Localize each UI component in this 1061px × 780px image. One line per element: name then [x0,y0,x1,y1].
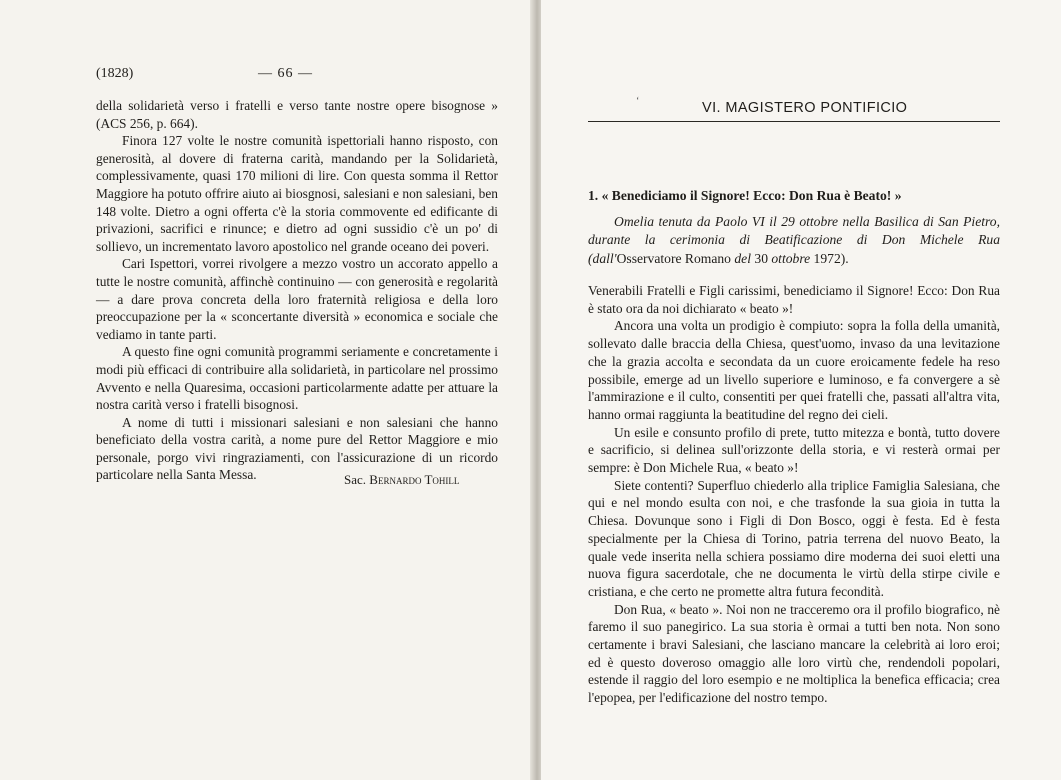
paragraph: Finora 127 volte le nostre comunità ispettoriali hanno risposto, con generosità, al dovere di fraterna carità, mandando per la Solidarietà, complessivamente, quasi 170 milioni di lire. Con questa somma il Rettor Maggiore ha potuto offrire aiuto ai biosgnosi, salesiani e non salesiani, ben 148 volte. Dietro a ogni offerta c'è la storia commovente ed edificante di privazioni, sacrifici e rinunce; e dietro ad ogni sussidio c'è un po' di sollievo, un incrementato lavoro apostolico nel grande oceano dei poveri. [96,133,498,254]
signature-name: Bernardo Tohill [369,472,460,487]
intro-day: 30 [754,250,768,266]
page-number: — 66 — [258,66,313,81]
paragraph: Don Rua, « beato ». Noi non ne tracceremo ora il profilo biografico, nè faremo il suo panegirico. La sua storia è ormai a tutti ben nota. Non sono certamente i bravi Salesiani, che lasciano mancare la celebrità ai loro eroi; ed è questo doveroso omaggio alle loro virtù che, rendendoli popolari, estende il raggio del loro esempio e ne moltiplica la benefica efficacia; crea l'epopea, per l'edificazione del nostro tempo. [588,601,1000,706]
chapter-mark: ʻ [636,96,640,107]
paragraph: Cari Ispettori, vorrei rivolgere a mezzo vostro un accorato appello a tutte le nostre comunità, affinchè continuino — con generosità e regolarità — a dare prova concreta della loro fraternità religiosa e della loro preoccupazione per la « sconcertante diversità » economica e sociale che vediamo in tante parti. [96,256,498,342]
paragraph: Ancora una volta un prodigio è compiuto: sopra la folla della umanità, sollevato dalle braccia della Chiesa, quest'uomo, invaso da una levitazione che la grazia accolta e secondata da un cuore eroicamente fedele ha reso possibile, emerge ad un livello superiore e luminoso, e fa convergere a sè l'ammirazione e il culto, consentiti per quei fratelli che, passati all'altra vita, hanno ormai raggiunta la beatitudine del regno dei cieli. [588,318,1000,422]
chapter-title: VI. MAGISTERO PONTIFICIO [702,100,908,116]
intro-text: ). [840,250,849,266]
homily-intro [588,213,1000,268]
chapter-rule [588,121,1000,122]
intro-source: Osservatore Romano [616,250,731,266]
paragraph: A questo fine ogni comunità programmi seriamente e concretamente i modi più efficaci di contribuire alla solidarietà, in particolare nel prossimo Avvento e nella Quaresima, occasioni particolarmente adatte per attuare la nostra carità verso i fratelli bisognosi. [96,344,498,413]
intro-text: Omelia tenuta da Paolo VI il 29 ottobre nella Basilica di San Pietro, durante la cerimonia di Beatificazione di Don Michele Rua (dall' [588,214,1000,266]
intro-text: ottobre [767,250,814,266]
signature-prefix: Sac. [344,472,367,487]
left-page-body [96,97,498,484]
signature [344,472,459,488]
paragraph: A nome di tutti i missionari salesiani e non salesiani che hanno beneficiato della vostra carità, a nome pure del Rettor Maggiore e mio personale, porgo vivi ringraziamenti, con l'assicurazione di un ricordo particolare nella Santa Messa. [96,414,498,483]
intro-text: del [730,250,755,266]
intro-year: 1972 [813,250,841,266]
paragraph: Siete contenti? Superfluo chiederlo alla triplice Famiglia Salesiana, che qui e nel mondo esulta con noi, e che trasfonde la sua gioia in tutta la Chiesa. Dovunque sono i Figli di Don Bosco, oggi è festa. Ed è festa specialmente per la Chiesa di Torino, patria terrena del nuovo Beato, la quale vede inserita nella schiera possiamo dire moderna dei suoi eletti una nuova figura sacerdotale, che ne documenta le virtù della stirpe civile e cristiana, e che certo ne promette altra futura fecondità. [588,477,1000,599]
right-page-body [588,282,1000,707]
paragraph: della solidarietà verso i fratelli e verso tante nostre opere bisognose » (ACS 256, p. 664). [96,98,498,131]
header-year: (1828) [96,66,134,81]
section-heading: 1. « Benediciamo il Signore! Ecco: Don Rua è Beato! » [588,188,902,203]
left-page-header [96,66,498,84]
paragraph: Venerabili Fratelli e Figli carissimi, benediciamo il Signore! Ecco: Don Rua è stato ora da noi dichiarato « beato »! [588,283,1000,316]
paragraph: Un esile e consunto profilo di prete, tutto mitezza e bontà, tutto dovere e sacrificio, si delinea sull'orizzonte della storia, e vi resterà ormai per sempre: è Don Michele Rua, « beato »! [588,424,1000,476]
